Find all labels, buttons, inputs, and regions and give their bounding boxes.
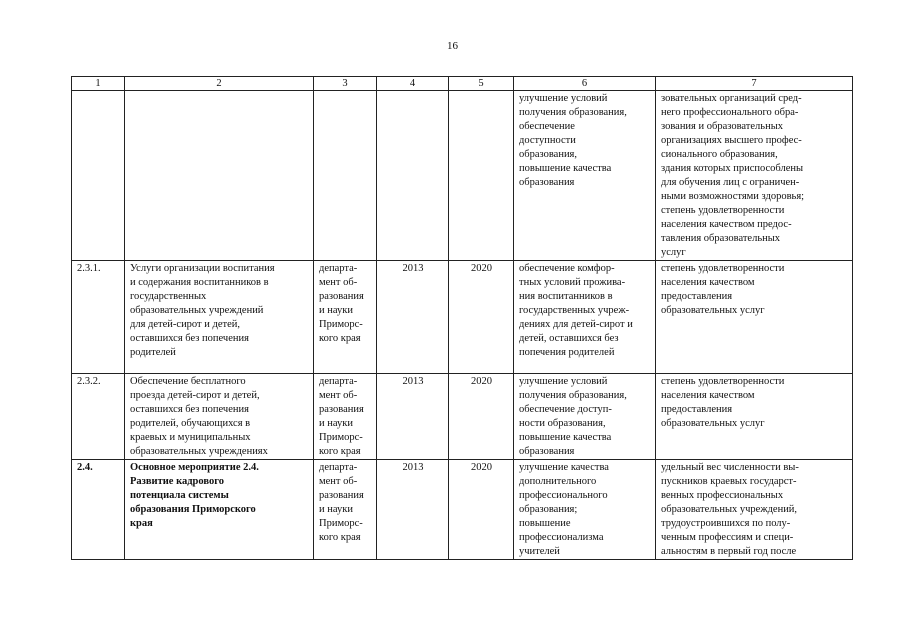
item-result: улучшение условий получения образования, обеспечение доступ- ности образования, повышение качества образования [514, 374, 656, 460]
item-executor [314, 91, 377, 261]
column-header: 1 [72, 77, 125, 91]
item-result: улучшение качества дополнительного профессионального образования; повышение профессионализма учителей [514, 460, 656, 560]
item-executor: департа- мент об- разования и науки Приморс- кого края [314, 460, 377, 560]
item-indicator: степень удовлетворенности населения качеством предоставления образовательных услуг [656, 374, 853, 460]
item-name: Обеспечение бесплатного проезда детей-сирот и детей, оставшихся без попечения родителей, обучающихся в краевых и муниципальных образовательных учреждениях [125, 374, 314, 460]
table-row [72, 374, 853, 460]
item-end-year: 2020 [449, 460, 514, 560]
item-indicator: удельный вес численности вы- пускников краевых государст- венных профессиональных образовательных учреждений, трудоустроившихся по полу- ченным профессиям и специ- альностям в первый год после [656, 460, 853, 560]
item-number: 2.3.1. [72, 261, 125, 374]
column-header: 3 [314, 77, 377, 91]
item-indicator: зовательных организаций сред- него профессионального обра- зования и образовательных организациях высшего профес- сионального образования, здания которых приспособлены для обучения лиц с ограничен- ными возможностями здоровья; степень удовлетворенности населения качеством предос- тавления образовательных услуг [656, 91, 853, 261]
column-header: 2 [125, 77, 314, 91]
item-result: улучшение условий получения образования, обеспечение доступности образования, повышение качества образования [514, 91, 656, 261]
column-header: 4 [377, 77, 449, 91]
item-start-year [377, 91, 449, 261]
item-start-year: 2013 [377, 460, 449, 560]
column-header: 6 [514, 77, 656, 91]
item-start-year: 2013 [377, 374, 449, 460]
item-name [125, 91, 314, 261]
item-result: обеспечение комфор- тных условий прожива- ния воспитанников в государственных учреж- дениях для детей-сирот и детей, оставшихся без попечения родителей [514, 261, 656, 374]
table-row [72, 261, 853, 374]
item-executor: департа- мент об- разования и науки Приморс- кого края [314, 374, 377, 460]
item-end-year: 2020 [449, 261, 514, 374]
item-number [72, 91, 125, 261]
item-name: Услуги организации воспитания и содержания воспитанников в государственных образовательных учреждений для детей-сирот и детей, оставшихся без попечения родителей [125, 261, 314, 374]
item-number: 2.4. [72, 460, 125, 560]
item-end-year: 2020 [449, 374, 514, 460]
header-row [72, 77, 853, 91]
table-row [72, 91, 853, 261]
item-start-year: 2013 [377, 261, 449, 374]
column-header: 5 [449, 77, 514, 91]
page-number: 16 [447, 40, 458, 52]
item-end-year [449, 91, 514, 261]
item-number: 2.3.2. [72, 374, 125, 460]
table-row [72, 460, 853, 560]
column-header: 7 [656, 77, 853, 91]
item-indicator: степень удовлетворенности населения качеством предоставления образовательных услуг [656, 261, 853, 374]
item-name: Основное мероприятие 2.4. Развитие кадрового потенциала системы образования Приморского края [125, 460, 314, 560]
program-table [71, 76, 853, 560]
item-executor: департа- мент об- разования и науки Приморс- кого края [314, 261, 377, 374]
